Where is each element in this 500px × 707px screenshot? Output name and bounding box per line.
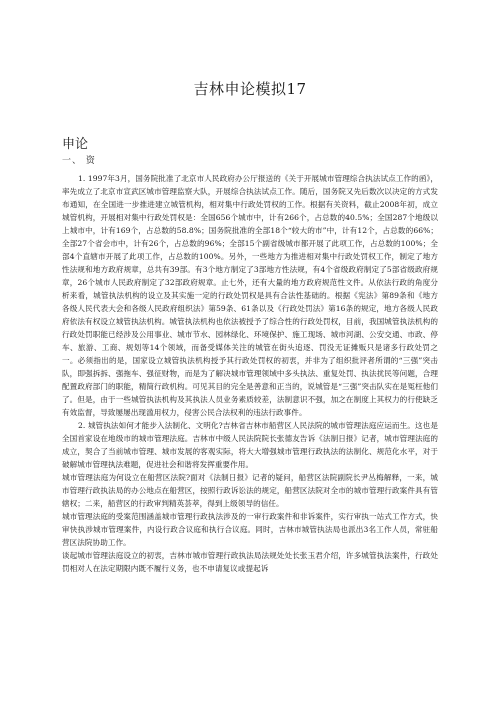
body-paragraph: 城市管理法庭为何设立在船营区法院?面对《法制日报》记者的疑问，船营区法院副院长尹丛梅解释，一来，城市管理行政执法局的办公地点在船营区，按照行政诉讼法的规定，船营区法院对全市的城市管理行政案件具有管辖权；二来，船营区的行政审判精英荟萃，得到上级领导的信任。 bbox=[62, 473, 438, 508]
subsection-heading: 一、 资 bbox=[62, 156, 96, 166]
document-title: 吉林申论模拟17 bbox=[193, 80, 307, 98]
section-heading: 申论 bbox=[62, 137, 89, 152]
body-paragraph: 1. 1997年3月，国务院批准了北京市人民政府办公厅报送的《关于开展城市管理综合执法试点工作的函》，率先成立了北京市宣武区城市管理监察大队，开展综合执法试点工作。随后，国务院又先后数次以决定的方式发布通知，在全国进一步推进建立城管机构，相对集中行政处罚权的工作。根据有关资料，截止2008年初，成立城管机构，开展相对集中行政处罚权是：全国656个城市中，计有266个，占总数的40.5%；全国287个地级以上城市中，计有169个，占总数的58.8%；国务院批准的全部18个“较大的市”中，计有12个，占总数的66%；全部27个省会市中，计有26个，占总数的96%；全部15个副省级城市都开展了此项工作，占总数的100%；全部4个直辖市开展了此项工作，占总数的100%。另外，一些地方为推进相对集中行政处罚权工作，制定了地方性法规和地方政府规章，总共有39部。有3个地方制定了3部地方性法规，有4个省级政府制定了5部省级政府规章，26个城市人民政府制定了32部政府规章。止七外，还有大量的地方政府规范性文件。从依法行政的角度分析来看，城管执法机构的设立及其实施一定的行政处罚权是具有合法性基础的。根据《宪法》第89条和《地方各级人民代表大会和各级人民政府组织法》第59条、61条以及《行政处罚法》第16条的规定，地方各级人民政府依法有权设立城管执法机构。城管执法机构也依法被授予了综合性的行政处罚权，目前，我国城管执法机构的行政处罚职能已经涉及公用事业、城市节水、园林绿化、环境保护、施工现场、城市河湖、公安交通、市政、停车、旅游、工商、规划等14个领域，而备受媒体关注的城管在街头追逐、罚没无证摊贩只是诸多行政处罚之一。必须指出的是，国家设立城管执法机构授予其行政处罚权的初衷，并非为了组织批评者所谓的“三强”突击队，即强拆拆、强拖车、强征财物，而是为了解决城市管理领域中多头执法、重复处罚、执法扰民等问题，合理配置政府部门的职能，精简行政机构。可见其目的完全是善意和正当的，说城管是“三强”突击队实在是冤枉他们了。但是，由于一些城管执法机构及其执法人员业务素质较差，法制意识不强，加之在制度上其权力的行使缺乏有效监督，导致屡屡出现滥用权力，侵害公民合法权利的违法行政事件。 bbox=[62, 174, 438, 417]
document-body bbox=[62, 172, 438, 575]
body-paragraph: 城市管理法庭的受案范围涵盖城市管理行政执法涉及的一审行政案件和非诉案件，实行审执一站式工作方式，快审快执涉城市管理案件，内设行政合议庭和执行合议庭。同时，吉林市城管执法局也派出3名工作人员，常驻船营区法院协助工作。 bbox=[62, 512, 438, 547]
body-paragraph: 2. 城管执法如何才能步入法制化、文明化?吉林省吉林市船营区人民法院的城市管理法庭应运而生。这也是全国首家设在地级市的城市管理法庭。吉林市中级人民法院院长张德友告诉《法制日报》记者，城市管理法庭的成立，契合了当前城市管理、城市发展的客观实际，将大大增强城市管理行政执法的法制化、规范化水平，对于破解城市管理执法难题，促进社会和谐将发挥重要作用。 bbox=[62, 421, 438, 469]
body-paragraph: 谈起城市管理法庭设立的初衷，吉林市城市管理行政执法局法规处处长张玉君介绍，许多城管执法案件，行政处罚相对人在法定期限内既不履行义务，也不申请复议或提起诉 bbox=[62, 551, 438, 573]
